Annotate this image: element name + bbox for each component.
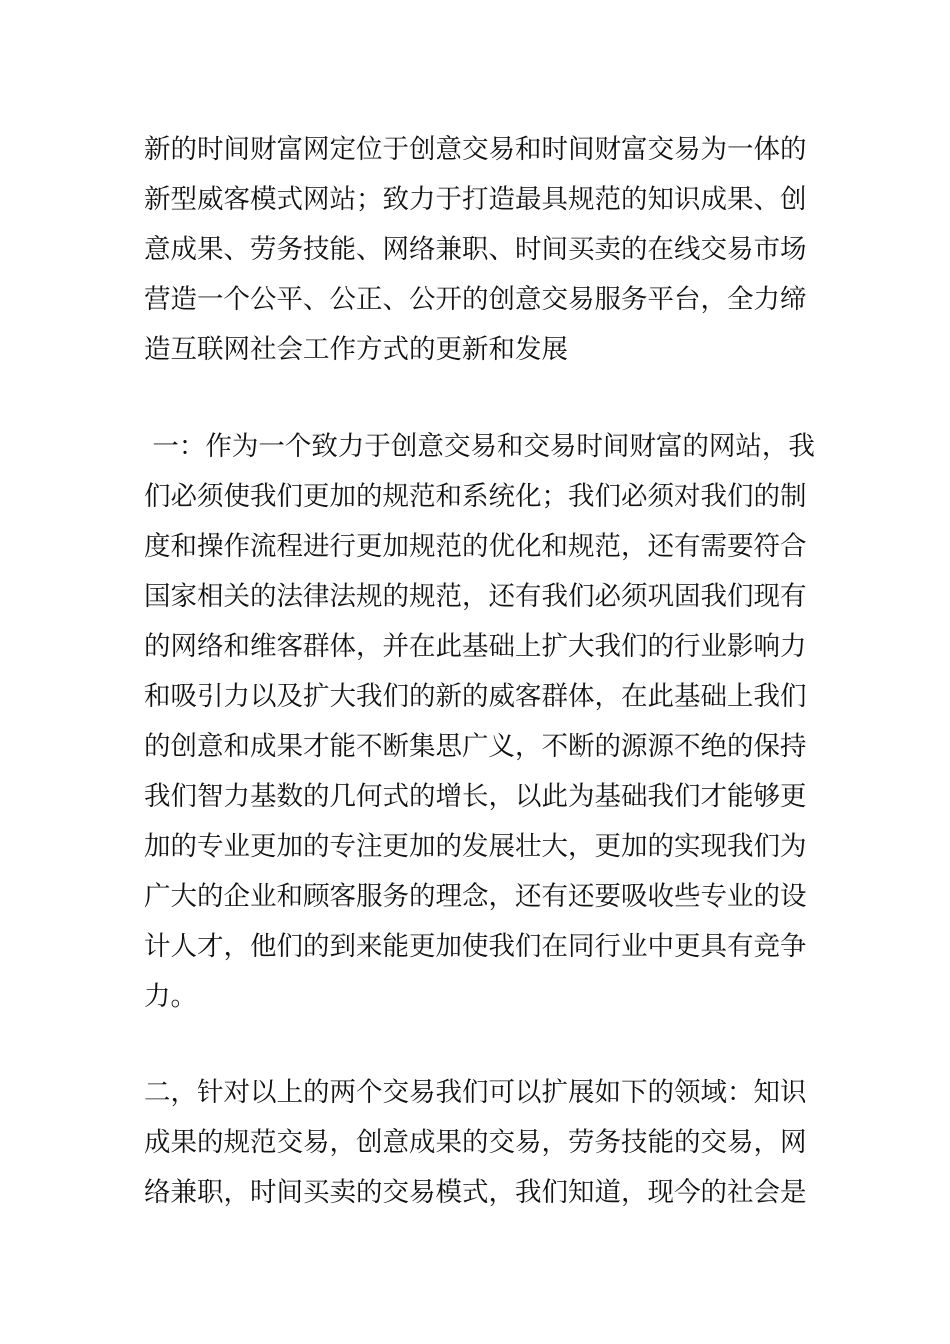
- text-line: 造互联网社会工作方式的更新和发展: [144, 334, 568, 365]
- paragraph-section-one: [144, 422, 814, 1022]
- text-line: 们必须使我们更加的规范和系统化；我们必须对我们的制: [144, 481, 807, 512]
- text-line: 度和操作流程进行更加规范的优化和规范，还有需要符合: [144, 531, 807, 562]
- text-line: 计人才，他们的到来能更加使我们在同行业中更具有竞争: [144, 931, 807, 962]
- text-line: 二，针对以上的两个交易我们可以扩展如下的领域：知识: [144, 1077, 807, 1108]
- text-line: 国家相关的法律法规的规范，还有我们必须巩固我们现有: [144, 581, 807, 612]
- text-line: 我们智力基数的几何式的增长，以此为基础我们才能够更: [144, 781, 807, 812]
- text-line: 力。: [144, 981, 197, 1012]
- text-line: 意成果、劳务技能、网络兼职、时间买卖的在线交易市场: [144, 234, 807, 265]
- paragraph-intro: [144, 125, 814, 375]
- text-line: 的创意和成果才能不断集思广义，不断的源源不绝的保持: [144, 731, 807, 762]
- text-line: 和吸引力以及扩大我们的新的威客群体，在此基础上我们: [144, 681, 807, 712]
- text-line: 营造一个公平、公正、公开的创意交易服务平台，全力缔: [144, 284, 807, 315]
- text-line: 络兼职，时间买卖的交易模式，我们知道，现今的社会是: [144, 1177, 807, 1208]
- text-line: 新型威客模式网站；致力于打造最具规范的知识成果、创: [144, 184, 807, 215]
- text-line: 加的专业更加的专注更加的发展壮大，更加的实现我们为: [144, 831, 807, 862]
- text-line: 广大的企业和顾客服务的理念，还有还要吸收些专业的设: [144, 881, 807, 912]
- text-line: 一：作为一个致力于创意交易和交易时间财富的网站，我: [144, 431, 815, 462]
- text-line: 的网络和维客群体，并在此基础上扩大我们的行业影响力: [144, 631, 807, 662]
- text-line: 新的时间财富网定位于创意交易和时间财富交易为一体的: [144, 134, 807, 165]
- paragraph-section-two: [144, 1068, 814, 1218]
- text-line: 成果的规范交易，创意成果的交易，劳务技能的交易，网: [144, 1127, 807, 1158]
